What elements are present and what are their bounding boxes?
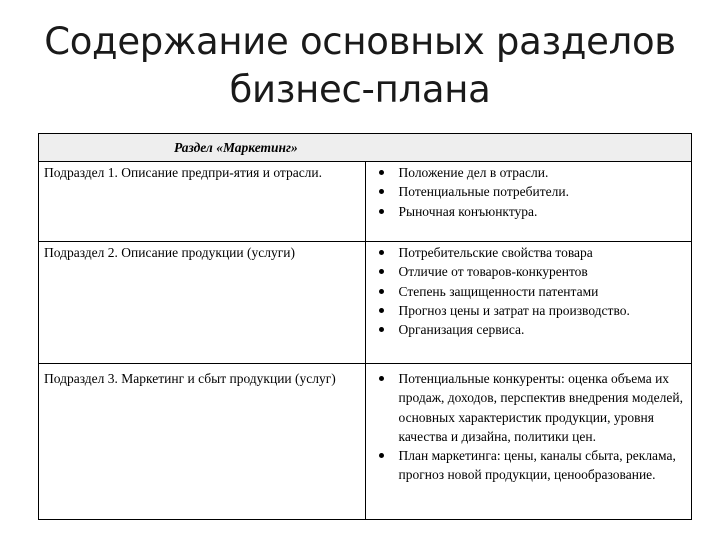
list-item: Положение дел в отрасли. (371, 163, 688, 182)
slide-title (0, 18, 720, 114)
marketing-section-table (38, 133, 692, 520)
list-item: Потребительские свойства товара (371, 243, 688, 262)
table-header-row (39, 134, 692, 162)
bullet-list (371, 369, 688, 485)
bullet-list (371, 163, 688, 221)
subsection-3-label: Подраздел 3. Маркетинг и сбыт продукции (услуг) (39, 364, 366, 520)
list-item: Организация сервиса. (371, 320, 688, 339)
list-item: Потенциальные потребители. (371, 182, 688, 201)
bullet-list (371, 243, 688, 339)
list-item: План маркетинга: цены, каналы сбыта, реклама, прогноз новой продукции, ценообразование. (371, 446, 688, 485)
list-item: Степень защищенности патентами (371, 282, 688, 301)
table-row (39, 364, 692, 520)
list-item: Отличие от товаров-конкурентов (371, 262, 688, 281)
table-row (39, 242, 692, 364)
title-line-2: бизнес-плана (229, 68, 491, 111)
subsection-1-content (365, 162, 692, 242)
subsection-2-content (365, 242, 692, 364)
list-item: Потенциальные конкуренты: оценка объема их продаж, доходов, перспектив внедрения моделей, основных характеристик продукции, уровня качества и дизайна, политики цен. (371, 369, 688, 446)
title-line-1: Содержание основных разделов (44, 20, 676, 63)
list-item: Рыночная конъюнктура. (371, 202, 688, 221)
subsection-1-label: Подраздел 1. Описание предпри-ятия и отрасли. (39, 162, 366, 242)
section-header: Раздел «Маркетинг» (39, 134, 692, 162)
table-row (39, 162, 692, 242)
subsection-3-content (365, 364, 692, 520)
subsection-2-label: Подраздел 2. Описание продукции (услуги) (39, 242, 366, 364)
list-item: Прогноз цены и затрат на производство. (371, 301, 688, 320)
